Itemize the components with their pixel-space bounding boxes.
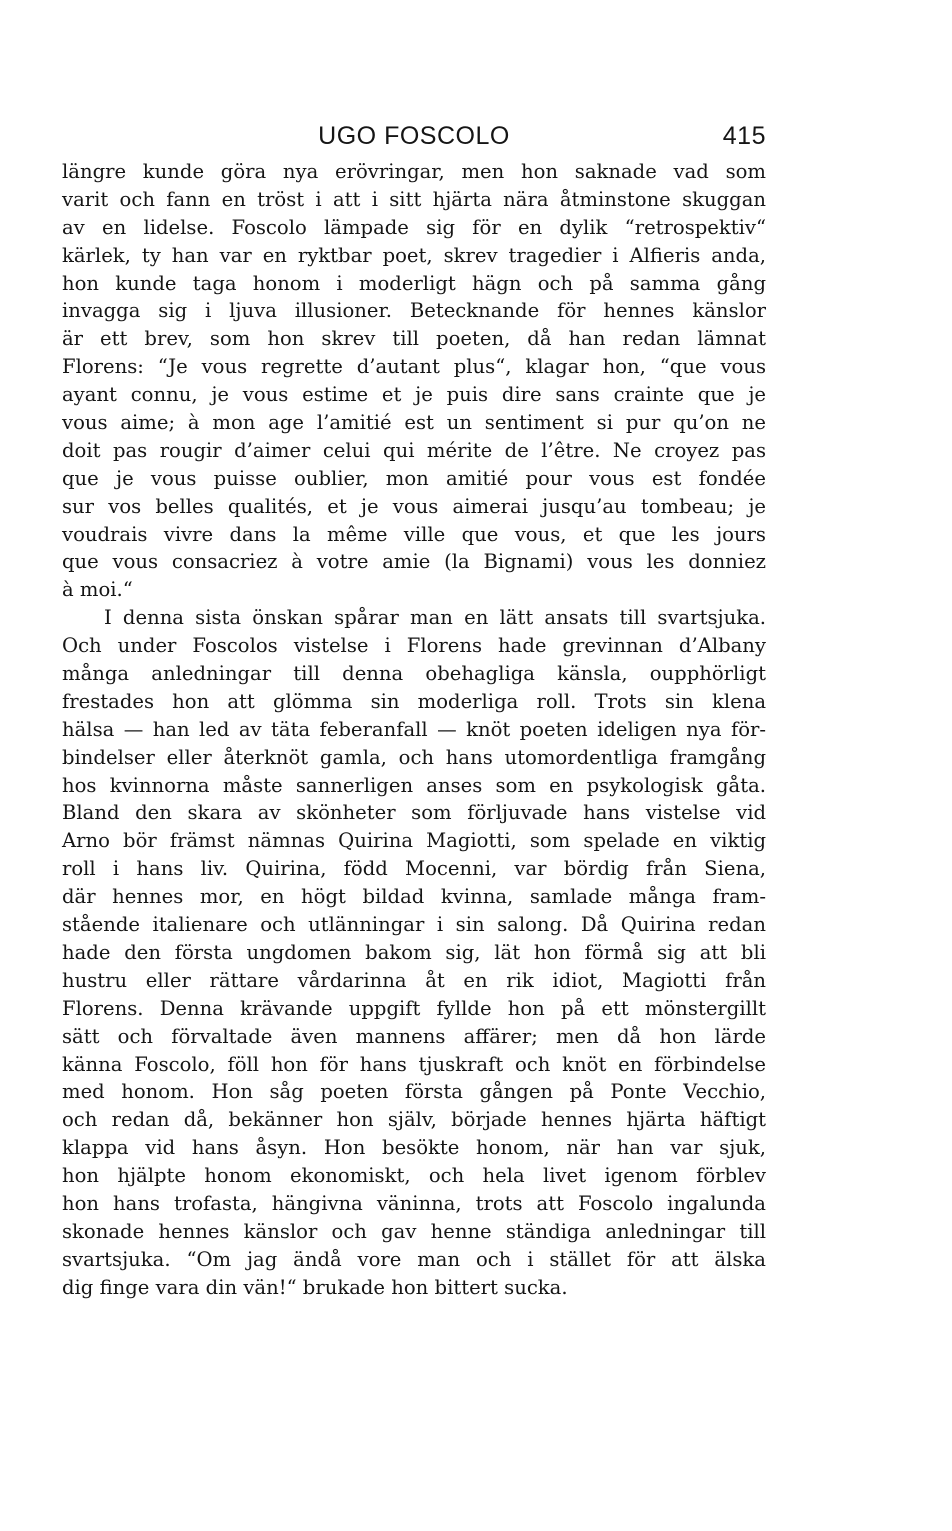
paragraph-end-line: dig finge vara din vän!“ brukade hon bittert sucka.: [62, 1275, 568, 1299]
running-title: UGO FOSCOLO: [318, 122, 510, 150]
text-line: bindelser eller återknöt gamla, och hans utomordentliga framgång: [62, 745, 766, 769]
text-line: frestades hon att glömma sin moderliga roll. Trots sin klena: [62, 689, 766, 713]
text-line: med honom. Hon såg poeten första gången på Ponte Vecchio,: [62, 1080, 766, 1104]
text-line: Arno bör främst nämnas Quirina Magiotti, som spelade en viktig: [62, 829, 766, 853]
running-head: [62, 122, 766, 158]
text-line: Florens. Denna krävande uppgift fyllde hon på ett mönstergillt: [62, 996, 766, 1020]
text-line: och redan då, bekänner hon själv, började hennes hjärta häftigt: [62, 1108, 766, 1132]
text-line: sur vos belles qualités, et je vous aimerai jusqu’au tombeau; je: [62, 494, 766, 518]
text-line: stående italienare och utlänningar i sin salong. Då Quirina redan: [62, 913, 766, 937]
text-line: är ett brev, som hon skrev till poeten, då han redan lämnat: [62, 327, 766, 351]
text-line: känna Foscolo, föll hon för hans tjuskraft och knöt en förbindelse: [62, 1052, 766, 1076]
text-line: voudrais vivre dans la même ville que vous, et que les jours: [62, 522, 766, 546]
text-line: Och under Foscolos vistelse i Florens hade grevinnan d’Albany: [62, 634, 766, 658]
text-line: que vous consacriez à votre amie (la Bignami) vous les donniez: [62, 550, 766, 574]
body-text: [62, 158, 766, 1302]
text-line: hustru eller rättare vårdarinna åt en rik idiot, Magiotti från: [62, 968, 766, 992]
book-page: [62, 122, 766, 1302]
text-line: que je vous puisse oublier, mon amitié pour vous est fondée: [62, 466, 766, 490]
text-line: Florens: “Je vous regrette d’autant plus“, klagar hon, “que vous: [62, 355, 766, 379]
text-line: kärlek, ty han var en ryktbar poet, skrev tragedier i Alfieris anda,: [62, 243, 766, 267]
text-line: varit och fann en tröst i att i sitt hjärta nära åtminstone skuggan: [62, 187, 766, 211]
paragraph-first-line: I denna sista önskan spårar man en lätt ansats till svartsjuka.: [104, 606, 766, 630]
text-line: klappa vid hans åsyn. Hon besökte honom, när han var sjuk,: [62, 1136, 766, 1160]
text-line: skonade hennes känslor och gav henne ständiga anledningar till: [62, 1219, 766, 1243]
text-line: många anledningar till denna obehagliga känsla, oupphörligt: [62, 662, 766, 686]
text-line: hon hjälpte honom ekonomiskt, och hela livet igenom förblev: [62, 1164, 766, 1188]
text-line: vous aime; à mon age l’amitié est un sentiment si pur qu’on ne: [62, 411, 766, 435]
text-line: hon kunde taga honom i moderligt hägn och på samma gång: [62, 271, 766, 295]
text-line: där hennes mor, en högt bildad kvinna, samlade många fram-: [62, 885, 766, 909]
text-line: längre kunde göra nya erövringar, men hon saknade vad som: [62, 160, 766, 183]
text-line: sätt och förvaltade även mannens affärer; men då hon lärde: [62, 1024, 766, 1048]
text-line: hälsa — han led av täta feberanfall — knöt poeten ideligen nya för-: [62, 717, 766, 741]
text-line: ayant connu, je vous estime et je puis dire sans crainte que je: [62, 383, 766, 407]
text-line: hos kvinnorna måste sannerligen anses som en psykologisk gåta.: [62, 773, 766, 797]
page-number: 415: [722, 122, 766, 150]
text-line: svartsjuka. “Om jag ändå vore man och i stället för att älska: [62, 1247, 766, 1271]
text-line: av en lidelse. Foscolo lämpade sig för en dylik “retrospektiv“: [62, 215, 766, 239]
text-line: doit pas rougir d’aimer celui qui mérite de l’être. Ne croyez pas: [62, 438, 766, 462]
text-line: roll i hans liv. Quirina, född Mocenni, var bördig från Siena,: [62, 857, 766, 881]
paragraph-end-line: à moi.“: [62, 578, 133, 602]
text-line: hade den första ungdomen bakom sig, lät hon förmå sig att bli: [62, 940, 766, 964]
text-line: Bland den skara av skönheter som förljuvade hans vistelse vid: [62, 801, 766, 825]
text-line: hon hans trofasta, hängivna väninna, trots att Foscolo ingalunda: [62, 1191, 766, 1215]
text-line: invagga sig i ljuva illusioner. Betecknande för hennes känslor: [62, 299, 766, 323]
